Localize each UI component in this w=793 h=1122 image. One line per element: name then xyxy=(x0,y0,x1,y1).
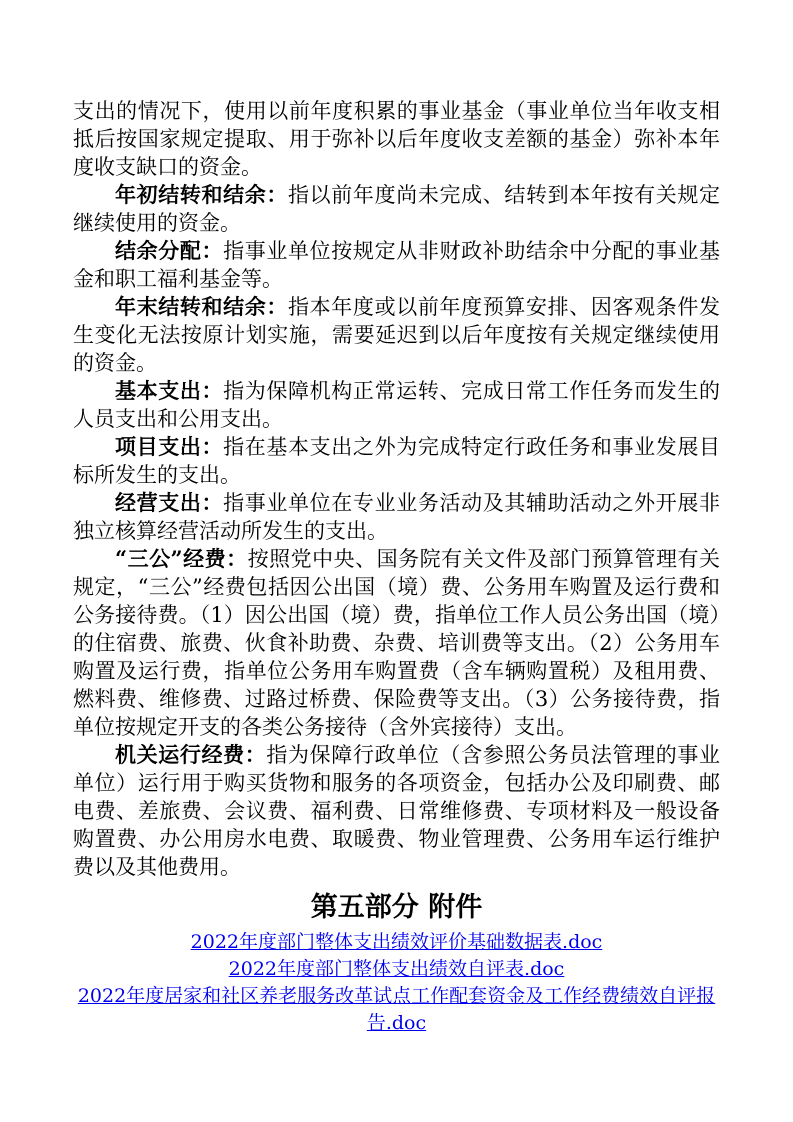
term-label: 年初结转和结余： xyxy=(115,182,289,207)
paragraph-text: 指在基本支出之外为完成特定行政任务和事业发展目标所发生的支出。 xyxy=(73,435,721,487)
attachment-list xyxy=(73,929,720,1037)
paragraph-project-expenditure xyxy=(73,433,720,489)
paragraph-continuation xyxy=(73,97,720,181)
paragraph-basic-expenditure xyxy=(73,377,720,433)
attachment-row xyxy=(73,983,720,1037)
attachment-link-performance-evaluation-base-data-table[interactable]: 2022年度部门整体支出绩效评价基础数据表.doc xyxy=(190,931,603,953)
paragraph-three-public-funds xyxy=(73,545,720,741)
term-label: 年末结转和结余： xyxy=(115,294,289,319)
paragraph-year-end-carryover xyxy=(73,293,720,377)
section-heading: 第五部分 附件 xyxy=(310,892,483,923)
term-label: 项目支出： xyxy=(115,434,224,459)
paragraph-surplus-distribution xyxy=(73,237,720,293)
attachment-row xyxy=(73,956,720,983)
term-label: 基本支出： xyxy=(115,378,224,403)
paragraph-text: 指为保障机构正常运转、完成日常工作任务而发生的人员支出和公用支出。 xyxy=(73,379,721,431)
attachment-link-elderly-care-self-evaluation-report[interactable]: 2022年度居家和社区养老服务改革试点工作配套资金及工作经费绩效自评报告.doc xyxy=(77,985,716,1034)
term-label: 机关运行经费： xyxy=(115,742,267,767)
paragraph-text: 指为保障行政单位（含参照公务员法管理的事业单位）运行用于购买货物和服务的各项资金，包括办公及印刷费、邮电费、差旅费、会议费、福利费、日常维修费、专项材料及一般设备购置费、办公用房水电费、取暖费、物业管理费、公务用车运行维护费以及其他费用。 xyxy=(73,743,721,879)
paragraph-year-begin-carryover xyxy=(73,181,720,237)
paragraph-agency-operating-funds xyxy=(73,741,720,881)
paragraph-operating-expenditure xyxy=(73,489,720,545)
attachment-link-self-evaluation-table[interactable]: 2022年度部门整体支出绩效自评表.doc xyxy=(228,958,565,980)
paragraph-text: 指事业单位在专业业务活动及其辅助活动之外开展非独立核算经营活动所发生的支出。 xyxy=(73,491,721,543)
term-label: 结余分配： xyxy=(115,238,224,263)
term-label: “三公”经费： xyxy=(115,546,248,571)
term-label: 经营支出： xyxy=(115,490,224,515)
paragraph-text: 支出的情况下，使用以前年度积累的事业基金（事业单位当年收支相抵后按国家规定提取、用于弥补以后年度收支差额的基金）弥补本年度收支缺口的资金。 xyxy=(73,99,720,179)
paragraph-text: 指以前年度尚未完成、结转到本年按有关规定继续使用的资金。 xyxy=(73,183,721,235)
paragraph-text: 指本年度或以前年度预算安排、因客观条件发生变化无法按原计划实施，需要延迟到以后年度按有关规定继续使用的资金。 xyxy=(73,295,721,375)
paragraph-text: 指事业单位按规定从非财政补助结余中分配的事业基金和职工福利基金等。 xyxy=(73,239,721,291)
attachment-row xyxy=(73,929,720,956)
paragraph-text: 按照党中央、国务院有关文件及部门预算管理有关规定，“三公”经费包括因公出国（境）费、公务用车购置及运行费和公务接待费。（1）因公出国（境）费，指单位工作人员公务出国（境）的住宿费、旅费、伙食补助费、杂费、培训费等支出。（2）公务用车购置及运行费，指单位公务用车购置费（含车辆购置税）及租用费、燃料费、维修费、过路过桥费、保险费等支出。（3）公务接待费，指单位按规定开支的各类公务接待（含外宾接待）支出。 xyxy=(73,547,720,739)
